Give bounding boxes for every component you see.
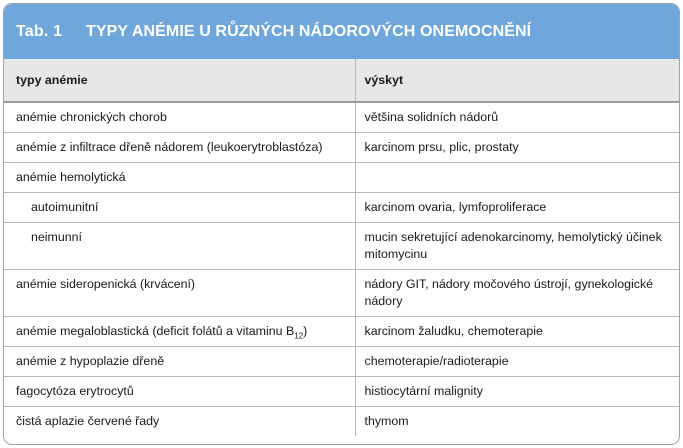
cell-anemia-type: anémie z hypoplazie dřeně: [4, 347, 355, 377]
cell-anemia-type: čistá aplazie červené řady: [16, 414, 160, 428]
cell-anemia-type: anémie chronických chorob: [4, 102, 355, 133]
table-row: [4, 133, 679, 163]
cell-occurrence: karcinom prsu, plic, prostaty: [355, 133, 679, 163]
table-number: Tab. 1: [16, 22, 63, 40]
cell-occurrence: většina solidních nádorů: [355, 102, 679, 133]
header-occurrence: výskyt: [355, 59, 679, 102]
cell-occurrence: mucin sekretující adenokarcinomy, hemolytický účinek mitomycinu: [355, 223, 679, 270]
cell-occurrence: thymom: [355, 407, 679, 437]
cell-anemia-subtype: neimunní: [4, 223, 355, 270]
cell-anemia-type: anémie hemolytická: [4, 163, 355, 193]
table-title: TYPY ANÉMIE U RŮZNÝCH NÁDOROVÝCH ONEMOCNĚNÍ: [86, 22, 532, 40]
cell-anemia-type: fagocytóza erytrocytů: [4, 377, 355, 407]
header-anemia-type: typy anémie: [4, 59, 355, 102]
cell-occurrence: chemoterapie/radioterapie: [355, 347, 679, 377]
cell-occurrence: karcinom ovaria, lymfoproliferace: [355, 193, 679, 223]
table-frame: [3, 3, 680, 445]
cell-anemia-type: anémie sideropenická (krvácení): [4, 270, 355, 317]
anemia-type-suffix: ): [303, 324, 308, 338]
cell-occurrence: nádory GIT, nádory močového ústrojí, gynekologické nádory: [355, 270, 679, 317]
cell-anemia-type: [4, 317, 355, 347]
header-row: [4, 59, 679, 102]
table-row: [4, 270, 679, 317]
cell-occurrence: karcinom žaludku, chemoterapie: [355, 317, 679, 347]
cell-anemia-subtype: autoimunitní: [4, 193, 355, 223]
table-row: [4, 193, 679, 223]
table-row: [4, 347, 679, 377]
cell-occurrence: histiocytární malignity: [355, 377, 679, 407]
table-row: [4, 407, 679, 437]
table-row: [4, 317, 679, 347]
table-row: [4, 223, 679, 270]
anemia-table: [4, 59, 679, 436]
anemia-type-text: anémie megaloblastická (deficit folátů a vitaminu B: [16, 324, 295, 338]
table-title-bar: [4, 4, 679, 59]
cell-anemia-type: anémie z infiltrace dřeně nádorem (leukoerytroblastóza): [4, 133, 355, 163]
table-row: [4, 102, 679, 133]
subscript-12: 12: [294, 331, 304, 341]
table-row: [4, 377, 679, 407]
cell-occurrence: [355, 163, 679, 193]
table-row: [4, 163, 679, 193]
